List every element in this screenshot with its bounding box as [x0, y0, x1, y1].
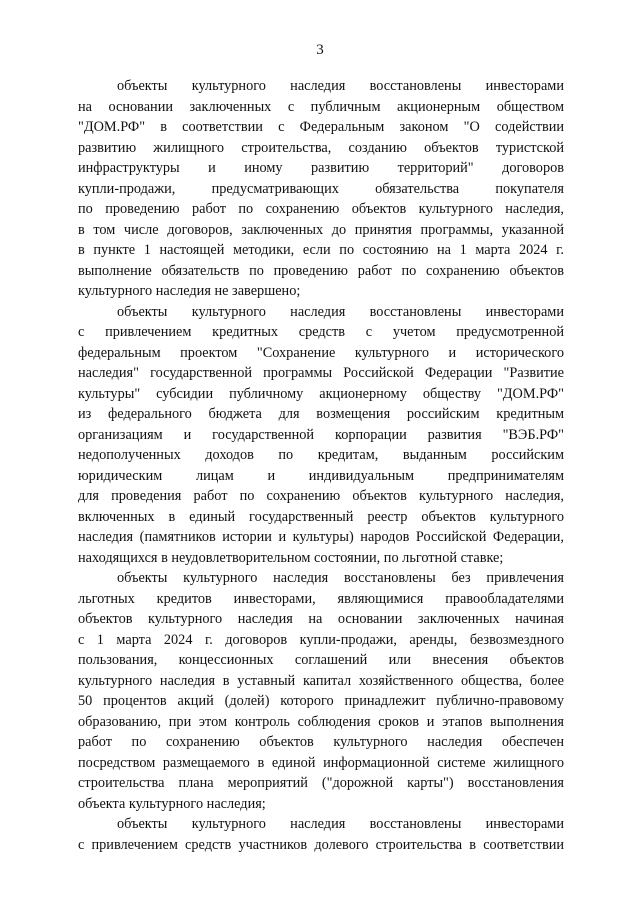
- text-line: организациям и государственной корпорации развития "ВЭБ.РФ": [78, 426, 564, 443]
- text-line: недополученных доходов по кредитам, выданным российским: [78, 447, 564, 463]
- text-line: выполнение обязательств по проведению работ по сохранению объектов: [78, 262, 564, 279]
- text-line: по проведению работ по сохранению объектов культурного наследия,: [78, 201, 564, 217]
- text-line: образованию, при этом контроль соблюдения сроков и этапов выполнения: [78, 713, 564, 730]
- text-line: развитию жилищного строительства, созданию объектов туристской: [78, 139, 564, 156]
- text-line: из федерального бюджета для возмещения российским кредитным: [78, 406, 564, 422]
- text-line: инфраструктуры и иному развитию территорий" договоров: [78, 160, 564, 176]
- text-line: строительства плана мероприятий ("дорожной карты") восстановления: [78, 775, 564, 791]
- text-line: наследия" государственной программы Российской Федерации "Развитие: [78, 365, 564, 381]
- text-line: "ДОМ.РФ" в соответствии с Федеральным законом "О содействии: [78, 119, 564, 135]
- document-body: [78, 76, 564, 855]
- text-line: для проведения работ по сохранению объектов культурного наследия,: [78, 488, 564, 504]
- page-number: 3: [316, 42, 324, 58]
- text-line: объекта культурного наследия;: [78, 795, 266, 812]
- text-line: объектов культурного наследия на основании заключенных начиная: [78, 611, 564, 627]
- text-line: купли-продажи, предусматривающих обязательства покупателя: [78, 180, 564, 197]
- text-line: объекты культурного наследия восстановлены инвесторами: [117, 816, 564, 832]
- text-line: работ по сохранению объектов культурного наследия обеспечен: [78, 734, 564, 750]
- text-line: с привлечением средств участников долевого строительства в соответствии: [78, 836, 564, 853]
- text-line: с привлечением кредитных средств с учетом предусмотренной: [78, 324, 564, 340]
- text-line: в пункте 1 настоящей методики, если по состоянию на 1 марта 2024 г.: [78, 242, 564, 258]
- text-line: объекты культурного наследия восстановлены инвесторами: [117, 78, 564, 94]
- text-line: пользования, концессионных соглашений или внесения объектов: [78, 652, 564, 668]
- text-line: льготных кредитов инвесторами, являющимися правообладателями: [78, 590, 564, 607]
- text-line: с 1 марта 2024 г. договоров купли-продажи, аренды, безвозмездного: [78, 631, 564, 648]
- text-line: включенных в единый государственный реестр объектов культурного: [78, 508, 564, 525]
- text-line: культуры" субсидии публичному акционерному обществу "ДОМ.РФ": [78, 385, 564, 402]
- text-line: федеральным проектом "Сохранение культурного и исторического: [78, 344, 564, 361]
- text-line: находящихся в неудовлетворительном состоянии, по льготной ставке;: [78, 549, 504, 566]
- text-line: посредством размещаемого в единой информационной системе жилищного: [78, 754, 564, 771]
- text-line: юридическим лицам и индивидуальным предпринимателям: [78, 467, 564, 484]
- text-line: объекты культурного наследия восстановлены инвесторами: [117, 303, 564, 320]
- text-line: 50 процентов акций (долей) которого принадлежит публично-правовому: [78, 693, 564, 709]
- text-line: объекты культурного наследия восстановлены без привлечения: [117, 570, 564, 586]
- text-line: культурного наследия в уставный капитал хозяйственного общества, более: [78, 672, 564, 689]
- text-line: на основании заключенных с публичным акционерным обществом: [78, 98, 564, 115]
- text-line: наследия (памятников истории и культуры) народов Российской Федерации,: [78, 529, 564, 545]
- text-line: в том числе договоров, заключенных до принятия программы, указанной: [78, 221, 564, 238]
- text-line: культурного наследия не завершено;: [78, 283, 301, 299]
